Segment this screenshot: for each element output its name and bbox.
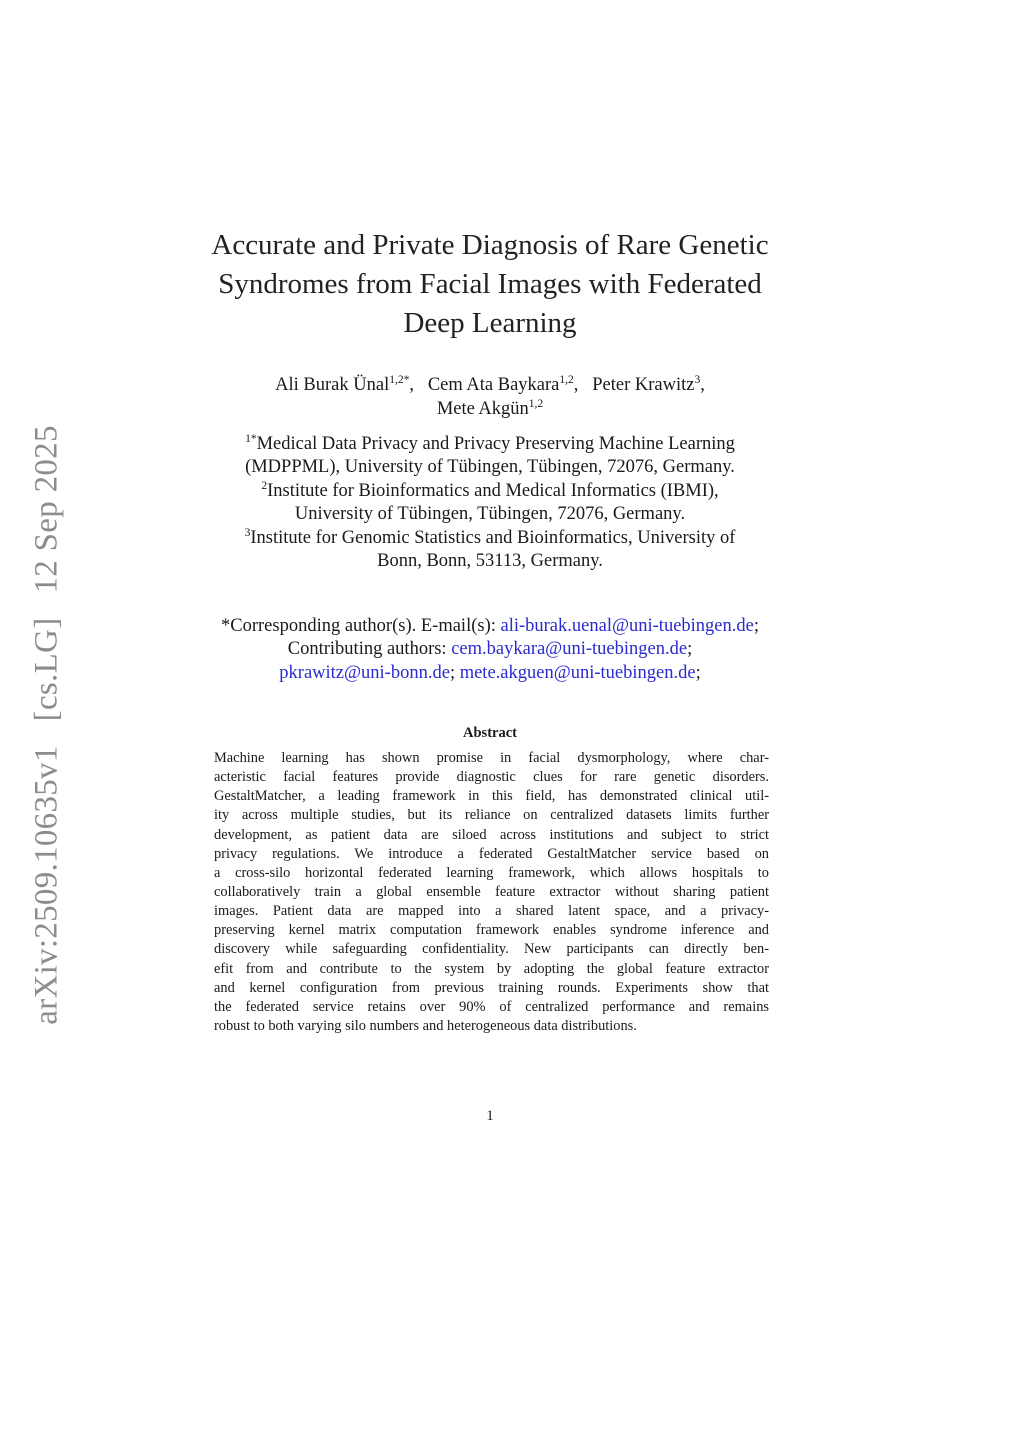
abstract-line: the federated service retains over 90% of centralized performance and remains [214, 998, 769, 1015]
author-affiliation-mark: 1,2 [559, 374, 574, 386]
affiliation-mark: 1* [245, 433, 257, 445]
abstract-body [214, 749, 769, 1036]
correspondence [150, 615, 830, 685]
affiliation-line: University of Tübingen, Tübingen, 72076, Germany. [294, 504, 686, 525]
abstract-line: preserving kernel matrix computation framework enables syndrome inference and [214, 922, 769, 939]
title-line: Accurate and Private Diagnosis of Rare Genetic [211, 229, 769, 261]
abstract-line: Machine learning has shown promise in facial dysmorphology, where char- [214, 750, 769, 766]
contributing-email-link[interactable]: mete.akguen@uni-tuebingen.de [459, 662, 696, 683]
abstract-line: discovery while safeguarding confidentiality. New participants can directly ben- [214, 941, 769, 958]
abstract-line: GestaltMatcher, a leading framework in this field, has demonstrated clinical util- [214, 788, 769, 805]
author-affiliation-mark: 1,2 [528, 398, 544, 410]
arxiv-category: [cs.LG] [28, 617, 65, 722]
abstract-line: privacy regulations. We introduce a federated GestaltMatcher service based on [214, 845, 769, 862]
author-affiliation-mark: 3 [694, 374, 701, 386]
title-line: Syndromes from Facial Images with Federated [218, 268, 762, 300]
affiliation-line: $^2$Institute for Bioinformatics and Medical Informatics (IBMI), [261, 479, 719, 501]
abstract-line: acteristic facial features provide diagnostic clues for rare genetic disorders. [214, 769, 769, 786]
author-list [150, 373, 830, 421]
paper-title [150, 226, 830, 343]
affiliation-mark: 2 [261, 479, 268, 492]
contributing-email-link[interactable]: pkrawitz@uni-bonn.de [279, 662, 450, 683]
page-number: 1 [486, 1108, 494, 1124]
author-name: Peter Krawitz [592, 375, 695, 395]
contributing-email-link[interactable]: cem.baykara@uni-tuebingen.de [451, 639, 688, 660]
affiliation-mark: 3 [244, 526, 251, 539]
abstract-line: and kernel configuration from previous training rounds. Experiments show that [214, 979, 769, 996]
abstract-line: ity across multiple studies, but its reliance on centralized datasets limits further [214, 807, 769, 824]
abstract-line: collaboratively train a global ensemble feature extractor without sharing patient [214, 883, 769, 900]
affiliation-line: Bonn, Bonn, 53113, Germany. [377, 551, 603, 572]
abstract-heading: Abstract [463, 725, 517, 741]
author-line: Ali Burak Ünal$^{1,2*}$, Cem Ata Baykara$^{1,2}$, Peter Krawitz$^3$, [275, 374, 705, 395]
abstract-line: robust to both varying silo numbers and heterogeneous data distributions. [214, 1017, 637, 1034]
contributing-line: Contributing authors: cem.baykara@uni-tuebingen.de; [287, 639, 693, 660]
arxiv-id: arXiv:2509.10635v1 [28, 745, 65, 1025]
title-line: Deep Learning [403, 307, 577, 339]
author-name: Mete Akgün [436, 399, 529, 419]
arxiv-stamp [29, 413, 66, 1037]
arxiv-date: 12 Sep 2025 [28, 425, 65, 594]
abstract-line: a cross-silo horizontal federated learning framework, which allows hospitals to [214, 864, 769, 881]
affiliation-line: (MDPPML), University of Tübingen, Tübingen, 72076, Germany. [245, 457, 735, 478]
author-line [150, 397, 830, 421]
author-name: Cem Ata Baykara [427, 375, 560, 395]
abstract-line: development, as patient data are siloed across institutions and subject to strict [214, 826, 769, 843]
affiliation-line: $^3$Institute for Genomic Statistics and Bioinformatics, University of [244, 526, 736, 548]
affiliation-list [150, 433, 830, 573]
abstract-line: images. Patient data are mapped into a shared latent space, and a privacy- [214, 903, 769, 920]
author-affiliation-mark: 1,2* [389, 374, 410, 386]
contributing-line: pkrawitz@uni-bonn.de; mete.akguen@uni-tuebingen.de; [279, 662, 701, 683]
abstract-line: efit from and contribute to the system by adopting the global feature extractor [214, 960, 769, 977]
corresponding-email-link[interactable]: ali-burak.uenal@uni-tuebingen.de [500, 616, 754, 636]
affiliation-line: $^{1*}$Medical Data Privacy and Privacy Preserving Machine Learning [245, 433, 735, 454]
author-name: Ali Burak Ünal [275, 375, 390, 395]
corresponding-line: *Corresponding author(s). E-mail(s): ali-burak.uenal@uni-tuebingen.de; [221, 616, 759, 636]
